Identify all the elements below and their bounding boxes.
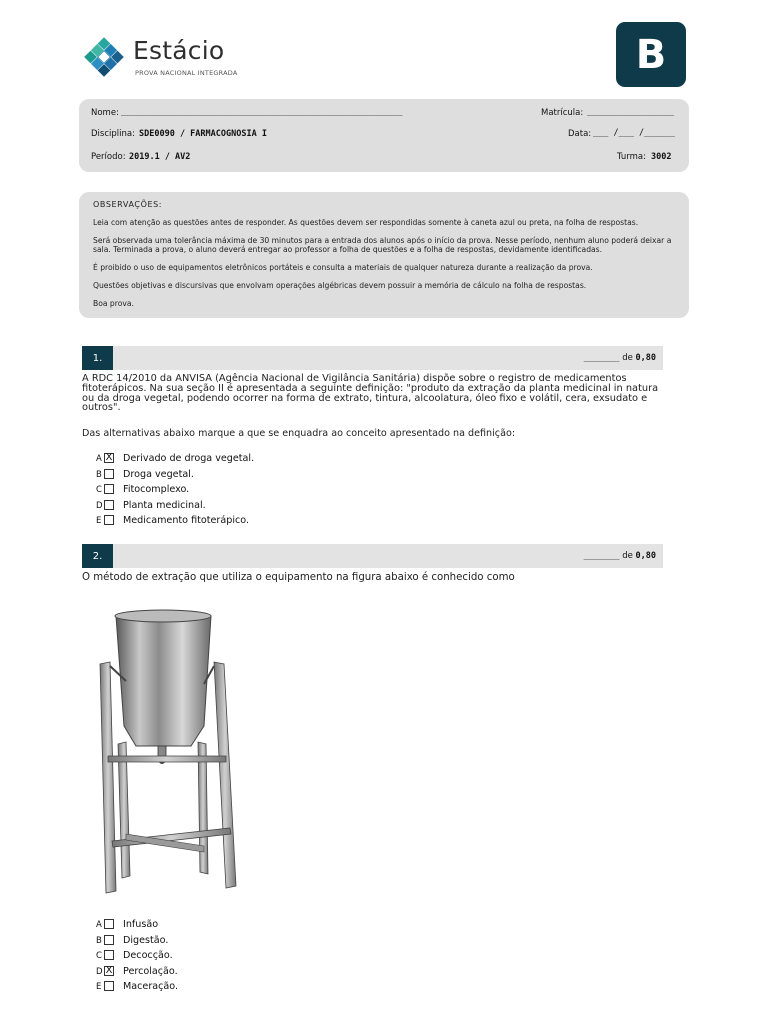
student-info-box (79, 99, 689, 172)
checkbox[interactable]: X (105, 964, 113, 976)
score-de: de (622, 353, 633, 363)
score-value: 0,80 (635, 551, 656, 561)
disciplina-label: Disciplina: (91, 129, 135, 139)
exam-version-badge: B (616, 22, 686, 87)
observations-title: OBSERVAÇÕES: (93, 200, 163, 209)
question-1-text: A RDC 14/2010 da ANVISA (Agência Nacional de Vigilância Sanitária) dispõe sobre o registro de medicamentos fitoterápicos. Na sua seção II é apresentada a seguinte definição: "produto da extração da planta medicinal in natura ou da droga vegetal, podendo ocorrer na forma de extrato, tintura, alcoolatura, óleo fixo e volátil, cera, exsudato e outros". (82, 373, 659, 414)
score-blank[interactable]: _______ (583, 353, 620, 363)
checkbox[interactable] (104, 484, 114, 494)
nome-label: Nome: (91, 108, 119, 118)
periodo-value: 2019.1 / AV2 (129, 152, 191, 162)
turma-label: Turma: (617, 152, 646, 162)
question-2-text: O método de extração que utiliza o equipamento na figura abaixo é conhecido como (82, 572, 515, 583)
disciplina-value: SDE0090 / FARMACOGNOSIA I (139, 129, 267, 139)
observation-1: Leia com atenção as questões antes de responder. As questões devem ser respondidas somente à caneta azul ou preta, na folha de respostas. (93, 218, 639, 227)
brand-name: Estácio (133, 36, 225, 65)
question-1-score (584, 353, 656, 363)
checkbox[interactable] (104, 935, 114, 945)
checkbox[interactable] (104, 919, 114, 929)
score-value: 0,80 (635, 353, 656, 363)
question-1-number: 1. (82, 346, 113, 370)
checkbox[interactable] (104, 469, 114, 479)
question-1-header (82, 346, 663, 370)
checkbox[interactable]: X (105, 452, 113, 463)
score-blank[interactable]: _______ (583, 551, 620, 561)
checkbox[interactable] (104, 515, 114, 525)
question-1-prompt: Das alternativas abaixo marque a que se enquadra ao conceito apresentado na definição: (82, 428, 516, 439)
observation-5: Boa prova. (93, 299, 134, 308)
diamond-logo-icon (82, 35, 126, 79)
observation-4: Questões objetivas e discursivas que envolvam operações algébricas devem possuir a memória de cálculo na folha de respostas. (93, 281, 587, 290)
observations-box (79, 192, 689, 318)
matricula-label: Matrícula: (541, 108, 584, 118)
percolator-equipment-image (86, 606, 246, 896)
score-de: de (622, 551, 633, 561)
brand-subtitle: PROVA NACIONAL INTEGRADA (135, 69, 238, 77)
observation-3: É proibido o uso de equipamentos eletrônicos portáteis e consulta a materiais de qualquer natureza durante a realização da prova. (93, 263, 593, 272)
estacio-logo (82, 33, 252, 79)
periodo-label: Período: (91, 152, 126, 162)
data-field[interactable]: ___ /___ /______ (593, 128, 675, 138)
matricula-field[interactable]: _________________ (587, 107, 674, 117)
question-2-score (584, 551, 656, 561)
question-2-header (82, 544, 663, 568)
checkbox[interactable] (104, 950, 114, 960)
checkbox[interactable] (104, 500, 114, 510)
turma-value: 3002 (651, 152, 672, 162)
nome-field[interactable]: _______________________________________________________ (121, 107, 403, 117)
question-2-number: 2. (82, 544, 113, 568)
observation-2: Será observada uma tolerância máxima de 30 minutos para a entrada dos alunos após o início da prova. Nesse período, nenhum aluno poderá deixar a sala. Terminada a prova, o aluno deverá entregar ao professor a folha de questões e a folha de respostas, devidamente identificadas. (93, 236, 672, 254)
checkbox[interactable] (104, 981, 114, 991)
data-label: Data: (568, 129, 592, 139)
